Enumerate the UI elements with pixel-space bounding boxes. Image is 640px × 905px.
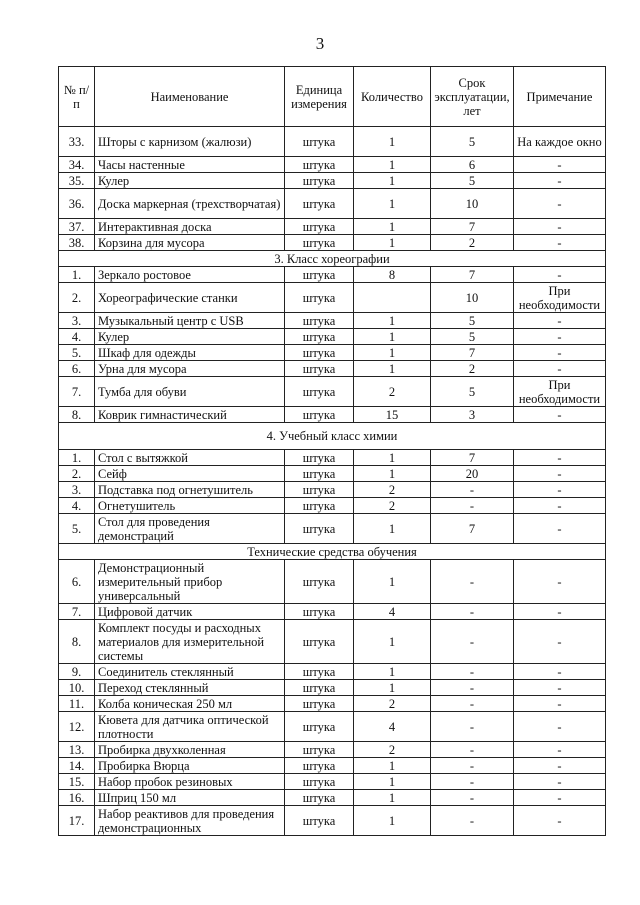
cell-note: - — [514, 664, 606, 680]
cell-num: 11. — [59, 696, 95, 712]
cell-term: - — [431, 680, 514, 696]
cell-unit: штука — [285, 498, 354, 514]
cell-unit: штука — [285, 127, 354, 157]
cell-note: - — [514, 407, 606, 423]
cell-note: - — [514, 514, 606, 544]
table-row — [59, 620, 606, 664]
table-row — [59, 482, 606, 498]
cell-unit: штука — [285, 450, 354, 466]
cell-qty: 1 — [354, 758, 431, 774]
header-unit: Единица измерения — [285, 67, 354, 127]
cell-name: Огнетушитель — [95, 498, 285, 514]
cell-term: 2 — [431, 361, 514, 377]
cell-num: 1. — [59, 450, 95, 466]
cell-unit: штука — [285, 235, 354, 251]
cell-note: - — [514, 712, 606, 742]
cell-term: 5 — [431, 313, 514, 329]
cell-term: - — [431, 790, 514, 806]
cell-note: - — [514, 806, 606, 836]
cell-num: 9. — [59, 664, 95, 680]
cell-qty: 1 — [354, 345, 431, 361]
cell-num: 12. — [59, 712, 95, 742]
cell-num: 16. — [59, 790, 95, 806]
cell-term: - — [431, 758, 514, 774]
cell-term: - — [431, 774, 514, 790]
cell-name: Набор пробок резиновых — [95, 774, 285, 790]
cell-unit: штука — [285, 466, 354, 482]
cell-term: 7 — [431, 345, 514, 361]
cell-name: Хореографические станки — [95, 283, 285, 313]
table-row — [59, 329, 606, 345]
cell-name: Соединитель стеклянный — [95, 664, 285, 680]
table-row — [59, 664, 606, 680]
cell-num: 4. — [59, 498, 95, 514]
cell-name: Стол для проведения демонстраций — [95, 514, 285, 544]
section-row — [59, 423, 606, 450]
cell-qty: 1 — [354, 620, 431, 664]
cell-term: 7 — [431, 514, 514, 544]
cell-num: 34. — [59, 157, 95, 173]
table-row — [59, 235, 606, 251]
cell-num: 35. — [59, 173, 95, 189]
cell-unit: штука — [285, 407, 354, 423]
cell-term: - — [431, 664, 514, 680]
cell-note: - — [514, 696, 606, 712]
cell-name: Переход стеклянный — [95, 680, 285, 696]
cell-unit: штука — [285, 329, 354, 345]
cell-num: 10. — [59, 680, 95, 696]
cell-unit: штука — [285, 806, 354, 836]
cell-unit: штука — [285, 620, 354, 664]
cell-name: Часы настенные — [95, 157, 285, 173]
header-qty: Количество — [354, 67, 431, 127]
cell-qty: 1 — [354, 313, 431, 329]
table-row — [59, 774, 606, 790]
cell-term: - — [431, 712, 514, 742]
cell-term: 2 — [431, 235, 514, 251]
cell-term: - — [431, 560, 514, 604]
cell-note: При необходимости — [514, 377, 606, 407]
cell-num: 38. — [59, 235, 95, 251]
cell-name: Интерактивная доска — [95, 219, 285, 235]
cell-name: Тумба для обуви — [95, 377, 285, 407]
cell-name: Коврик гимнастический — [95, 407, 285, 423]
cell-unit: штука — [285, 790, 354, 806]
table-row — [59, 742, 606, 758]
cell-qty: 4 — [354, 604, 431, 620]
table-row — [59, 514, 606, 544]
cell-unit: штука — [285, 377, 354, 407]
cell-term: - — [431, 604, 514, 620]
cell-note: - — [514, 560, 606, 604]
cell-qty: 1 — [354, 127, 431, 157]
cell-qty: 1 — [354, 790, 431, 806]
cell-term: - — [431, 742, 514, 758]
cell-term: 10 — [431, 189, 514, 219]
cell-num: 5. — [59, 345, 95, 361]
cell-note: - — [514, 758, 606, 774]
cell-name: Цифровой датчик — [95, 604, 285, 620]
cell-name: Шкаф для одежды — [95, 345, 285, 361]
cell-num: 15. — [59, 774, 95, 790]
cell-name: Комплект посуды и расходных материалов для измерительной системы — [95, 620, 285, 664]
cell-num: 5. — [59, 514, 95, 544]
cell-term: 3 — [431, 407, 514, 423]
cell-unit: штука — [285, 758, 354, 774]
section-title: 4. Учебный класс химии — [59, 423, 606, 450]
table-row — [59, 680, 606, 696]
cell-qty: 15 — [354, 407, 431, 423]
cell-name: Демонстрационный измерительный прибор универсальный — [95, 560, 285, 604]
cell-qty: 2 — [354, 482, 431, 498]
cell-num: 4. — [59, 329, 95, 345]
header-name: Наименование — [95, 67, 285, 127]
cell-unit: штука — [285, 267, 354, 283]
cell-note: - — [514, 235, 606, 251]
cell-term: 5 — [431, 329, 514, 345]
cell-term: 6 — [431, 157, 514, 173]
cell-qty: 1 — [354, 235, 431, 251]
cell-unit: штука — [285, 345, 354, 361]
cell-num: 36. — [59, 189, 95, 219]
table-row — [59, 377, 606, 407]
cell-name: Музыкальный центр с USB — [95, 313, 285, 329]
cell-qty: 1 — [354, 189, 431, 219]
cell-qty: 1 — [354, 560, 431, 604]
cell-num: 2. — [59, 283, 95, 313]
cell-note: - — [514, 173, 606, 189]
cell-term: 5 — [431, 127, 514, 157]
cell-note: - — [514, 790, 606, 806]
cell-unit: штука — [285, 361, 354, 377]
table-row — [59, 157, 606, 173]
cell-note: - — [514, 742, 606, 758]
cell-note: - — [514, 604, 606, 620]
cell-num: 6. — [59, 560, 95, 604]
table-row — [59, 696, 606, 712]
cell-name: Стол с вытяжкой — [95, 450, 285, 466]
cell-qty: 1 — [354, 361, 431, 377]
cell-unit: штука — [285, 604, 354, 620]
cell-num: 1. — [59, 267, 95, 283]
cell-qty: 1 — [354, 806, 431, 836]
cell-num: 13. — [59, 742, 95, 758]
cell-num: 8. — [59, 407, 95, 423]
cell-term: 7 — [431, 267, 514, 283]
cell-name: Урна для мусора — [95, 361, 285, 377]
cell-qty — [354, 283, 431, 313]
cell-unit: штука — [285, 560, 354, 604]
cell-name: Зеркало ростовое — [95, 267, 285, 283]
table-row — [59, 361, 606, 377]
cell-note: На каждое окно — [514, 127, 606, 157]
cell-term: - — [431, 696, 514, 712]
cell-term: 20 — [431, 466, 514, 482]
table-row — [59, 345, 606, 361]
cell-num: 17. — [59, 806, 95, 836]
table-row — [59, 407, 606, 423]
cell-name: Сейф — [95, 466, 285, 482]
cell-note: - — [514, 313, 606, 329]
cell-name: Пробирка двухколенная — [95, 742, 285, 758]
table-row — [59, 712, 606, 742]
cell-name: Доска маркерная (трехстворчатая) — [95, 189, 285, 219]
table-row — [59, 604, 606, 620]
cell-qty: 4 — [354, 712, 431, 742]
cell-unit: штука — [285, 742, 354, 758]
table-row — [59, 450, 606, 466]
cell-qty: 1 — [354, 466, 431, 482]
cell-qty: 1 — [354, 664, 431, 680]
cell-name: Шторы с карнизом (жалюзи) — [95, 127, 285, 157]
table-row — [59, 758, 606, 774]
cell-term: - — [431, 620, 514, 664]
cell-qty: 1 — [354, 774, 431, 790]
cell-name: Подставка под огнетушитель — [95, 482, 285, 498]
cell-qty: 1 — [354, 450, 431, 466]
cell-qty: 1 — [354, 219, 431, 235]
cell-note: - — [514, 157, 606, 173]
cell-name: Шприц 150 мл — [95, 790, 285, 806]
cell-num: 3. — [59, 313, 95, 329]
cell-qty: 8 — [354, 267, 431, 283]
cell-unit: штука — [285, 712, 354, 742]
cell-term: - — [431, 482, 514, 498]
header-num: № п/п — [59, 67, 95, 127]
section-title: 3. Класс хореографии — [59, 251, 606, 267]
cell-note: - — [514, 482, 606, 498]
cell-unit: штука — [285, 157, 354, 173]
cell-unit: штука — [285, 664, 354, 680]
cell-num: 7. — [59, 377, 95, 407]
table-row — [59, 219, 606, 235]
cell-unit: штука — [285, 219, 354, 235]
cell-note: - — [514, 620, 606, 664]
header-row — [59, 67, 606, 127]
cell-note: - — [514, 361, 606, 377]
section-title: Технические средства обучения — [59, 544, 606, 560]
cell-qty: 2 — [354, 742, 431, 758]
cell-note: - — [514, 219, 606, 235]
cell-term: 7 — [431, 219, 514, 235]
table-row — [59, 173, 606, 189]
cell-note: - — [514, 498, 606, 514]
cell-qty: 1 — [354, 329, 431, 345]
table-row — [59, 267, 606, 283]
cell-unit: штука — [285, 514, 354, 544]
table-row — [59, 806, 606, 836]
cell-unit: штука — [285, 189, 354, 219]
cell-qty: 2 — [354, 696, 431, 712]
cell-note: При необходимости — [514, 283, 606, 313]
cell-term: - — [431, 806, 514, 836]
cell-term: 5 — [431, 377, 514, 407]
cell-unit: штука — [285, 173, 354, 189]
cell-unit: штука — [285, 680, 354, 696]
table-row — [59, 189, 606, 219]
header-term: Срок эксплуатации, лет — [431, 67, 514, 127]
cell-qty: 2 — [354, 498, 431, 514]
table-row — [59, 498, 606, 514]
cell-qty: 1 — [354, 680, 431, 696]
cell-name: Пробирка Вюрца — [95, 758, 285, 774]
cell-note: - — [514, 774, 606, 790]
table-row — [59, 313, 606, 329]
cell-note: - — [514, 329, 606, 345]
cell-note: - — [514, 466, 606, 482]
cell-num: 37. — [59, 219, 95, 235]
cell-num: 8. — [59, 620, 95, 664]
cell-qty: 2 — [354, 377, 431, 407]
cell-note: - — [514, 680, 606, 696]
table-row — [59, 560, 606, 604]
table-row — [59, 283, 606, 313]
table-row — [59, 790, 606, 806]
section-row — [59, 251, 606, 267]
cell-term: 7 — [431, 450, 514, 466]
cell-qty: 1 — [354, 173, 431, 189]
cell-term: - — [431, 498, 514, 514]
cell-name: Колба коническая 250 мл — [95, 696, 285, 712]
cell-name: Корзина для мусора — [95, 235, 285, 251]
cell-num: 33. — [59, 127, 95, 157]
cell-term: 5 — [431, 173, 514, 189]
table-row — [59, 466, 606, 482]
cell-num: 2. — [59, 466, 95, 482]
cell-num: 7. — [59, 604, 95, 620]
header-note: Примечание — [514, 67, 606, 127]
cell-note: - — [514, 267, 606, 283]
cell-num: 14. — [59, 758, 95, 774]
cell-term: 10 — [431, 283, 514, 313]
cell-note: - — [514, 189, 606, 219]
cell-qty: 1 — [354, 514, 431, 544]
cell-unit: штука — [285, 696, 354, 712]
cell-unit: штука — [285, 482, 354, 498]
cell-num: 6. — [59, 361, 95, 377]
cell-unit: штука — [285, 283, 354, 313]
page-number: 3 — [315, 34, 325, 53]
cell-unit: штука — [285, 774, 354, 790]
cell-note: - — [514, 450, 606, 466]
section-row — [59, 544, 606, 560]
table-row — [59, 127, 606, 157]
cell-name: Кювета для датчика оптической плотности — [95, 712, 285, 742]
inventory-table — [58, 66, 606, 836]
cell-qty: 1 — [354, 157, 431, 173]
cell-name: Кулер — [95, 173, 285, 189]
cell-num: 3. — [59, 482, 95, 498]
cell-name: Кулер — [95, 329, 285, 345]
cell-name: Набор реактивов для проведения демонстрационных — [95, 806, 285, 836]
cell-unit: штука — [285, 313, 354, 329]
cell-note: - — [514, 345, 606, 361]
